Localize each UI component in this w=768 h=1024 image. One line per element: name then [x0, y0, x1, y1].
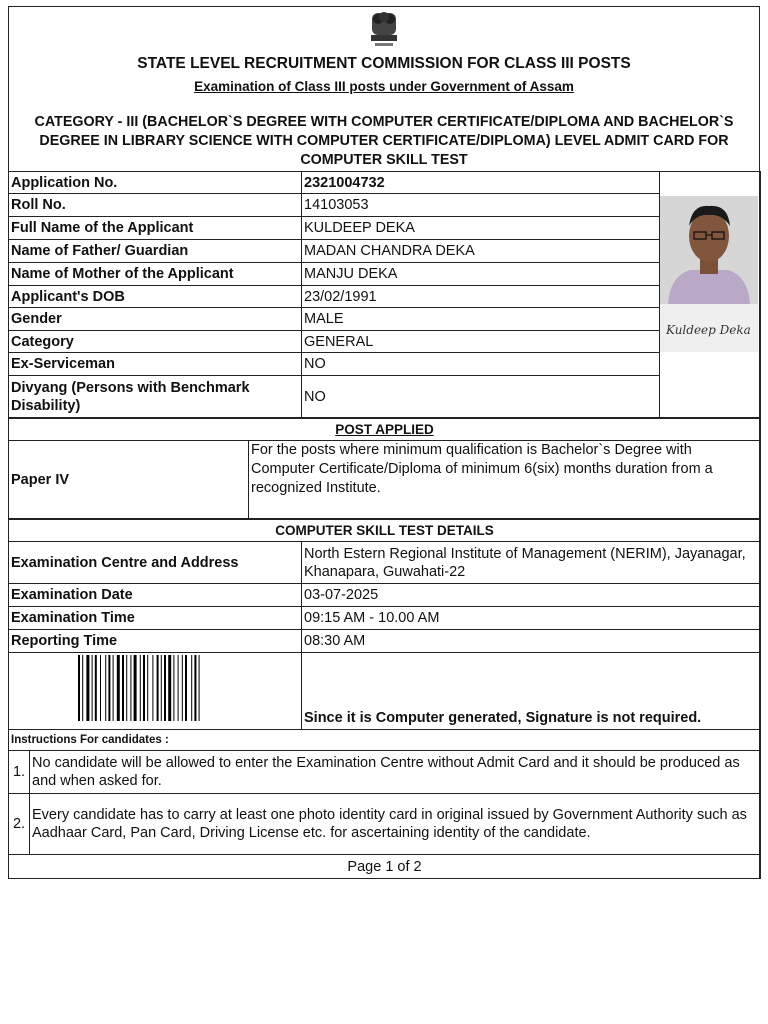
row-value: MANJU DEKA: [302, 263, 660, 286]
row-value: MALE: [302, 308, 660, 331]
row-label: Divyang (Persons with Benchmark Disability): [9, 376, 302, 418]
table-row: [9, 441, 761, 519]
table-row: [9, 542, 761, 584]
category-heading: CATEGORY - III (BACHELOR`S DEGREE WITH COMPUTER CERTIFICATE/DIPLOMA AND BACHELOR`S DEGREE IN LIBRARY SCIENCE WITH COMPUTER CERTIFICATE/DIPLOMA) LEVEL ADMIT CARD FOR COMPUTER SKILL TEST: [34, 114, 734, 168]
list-item: [9, 794, 761, 855]
row-value: 08:30 AM: [302, 630, 761, 653]
table-row: [9, 855, 761, 879]
table-row: [9, 353, 761, 376]
instructions-heading: Instructions For candidates :: [9, 730, 761, 751]
table-row: [9, 630, 761, 653]
instructions-table: [8, 729, 761, 879]
table-row: [9, 217, 761, 240]
row-label: Full Name of the Applicant: [9, 217, 302, 240]
row-label: Examination Time: [9, 607, 302, 630]
post-applied-heading: POST APPLIED: [9, 419, 761, 441]
item-text: No candidate will be allowed to enter the Examination Centre without Admit Card and it should be produced as and when asked for.: [30, 751, 761, 794]
row-value: NO: [302, 376, 660, 418]
row-value: 14103053: [302, 194, 660, 217]
row-value: 03-07-2025: [302, 584, 761, 607]
row-label: Examination Date: [9, 584, 302, 607]
exam-subtitle: Examination of Class III posts under Government of Assam: [194, 79, 574, 94]
item-text: Every candidate has to carry at least one photo identity card in original issued by Government Authority such as Aadhaar Card, Pan Card, Driving License etc. for ascertaining identity of the candidate.: [30, 794, 761, 855]
row-label: Reporting Time: [9, 630, 302, 653]
commission-title: STATE LEVEL RECRUITMENT COMMISSION FOR CLASS III POSTS: [137, 55, 631, 72]
page-number: Page 1 of 2: [9, 855, 761, 879]
table-row: [9, 520, 761, 542]
signature-note: Since it is Computer generated, Signature is not required.: [302, 653, 761, 730]
row-value: 2321004732: [302, 172, 660, 194]
paper-label: Paper IV: [9, 441, 249, 519]
item-number: 1.: [9, 751, 30, 794]
barcode-icon: [76, 655, 234, 723]
row-label: Applicant's DOB: [9, 286, 302, 308]
skill-test-table: [8, 519, 761, 730]
applicant-table: [8, 171, 761, 418]
row-value: GENERAL: [302, 331, 660, 353]
table-row: [9, 308, 761, 331]
applicant-signature: [660, 304, 758, 352]
row-value: North Estern Regional Institute of Management (NERIM), Jayanagar, Khanapara, Guwahati-22: [302, 542, 761, 584]
table-row: [9, 376, 761, 418]
table-row: [9, 194, 761, 217]
item-number: 2.: [9, 794, 30, 855]
table-row: [9, 240, 761, 263]
table-row: [9, 263, 761, 286]
row-label: Examination Centre and Address: [9, 542, 302, 584]
admit-card: [8, 6, 760, 879]
svg-text:Kuldeep Deka: Kuldeep Deka: [666, 323, 751, 337]
post-description: For the posts where minimum qualification is Bachelor`s Degree with Computer Certificate/Diploma of minimum 6(six) months duration from a recognized Institute.: [249, 441, 761, 519]
table-row: [9, 172, 761, 194]
table-row: [9, 419, 761, 441]
row-value: KULDEEP DEKA: [302, 217, 660, 240]
photo-cell: [660, 172, 761, 418]
table-row: [9, 653, 761, 730]
row-label: Name of Mother of the Applicant: [9, 263, 302, 286]
row-value: 23/02/1991: [302, 286, 660, 308]
row-label: Gender: [9, 308, 302, 331]
row-label: Name of Father/ Guardian: [9, 240, 302, 263]
table-row: [9, 607, 761, 630]
list-item: [9, 751, 761, 794]
skill-test-heading: COMPUTER SKILL TEST DETAILS: [9, 520, 761, 542]
table-row: [9, 286, 761, 308]
row-value: NO: [302, 353, 660, 376]
row-value: MADAN CHANDRA DEKA: [302, 240, 660, 263]
national-emblem-icon: [366, 9, 402, 53]
table-row: [9, 584, 761, 607]
row-value: 09:15 AM - 10.00 AM: [302, 607, 761, 630]
row-label: Category: [9, 331, 302, 353]
post-table: [8, 418, 761, 519]
row-label: Ex-Serviceman: [9, 353, 302, 376]
applicant-photo: [660, 196, 758, 304]
row-label: Roll No.: [9, 194, 302, 217]
table-row: [9, 730, 761, 751]
barcode-cell: [9, 653, 302, 730]
table-row: [9, 331, 761, 353]
row-label: Application No.: [9, 172, 302, 194]
